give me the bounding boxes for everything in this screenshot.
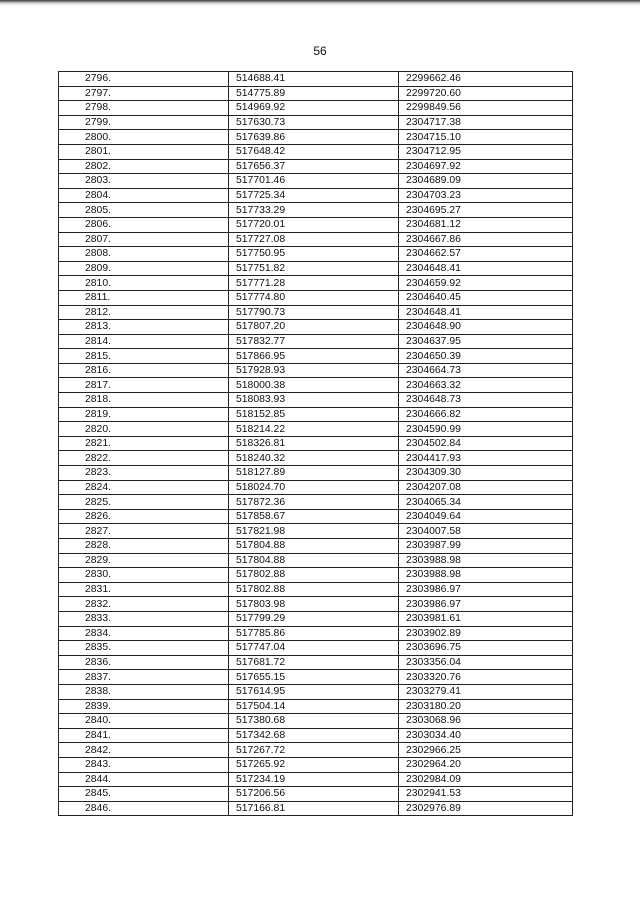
point-number-cell: 2825.: [59, 495, 229, 510]
point-number-cell: 2816.: [59, 363, 229, 378]
y-coordinate-cell: 2304049.64: [399, 509, 573, 524]
x-coordinate-cell: 517701.46: [229, 174, 399, 189]
x-coordinate-cell: 517858.67: [229, 509, 399, 524]
y-coordinate-cell: 2303034.40: [399, 728, 573, 743]
table-row: [59, 757, 573, 772]
table-row: [59, 203, 573, 218]
point-number-cell: 2831.: [59, 582, 229, 597]
y-coordinate-cell: 2304703.23: [399, 188, 573, 203]
y-coordinate-cell: 2304689.09: [399, 174, 573, 189]
point-number-cell: 2822.: [59, 451, 229, 466]
y-coordinate-cell: 2302941.53: [399, 787, 573, 802]
y-coordinate-cell: 2304590.99: [399, 422, 573, 437]
y-coordinate-cell: 2299720.60: [399, 86, 573, 101]
y-coordinate-cell: 2304717.38: [399, 115, 573, 130]
y-coordinate-cell: 2302964.20: [399, 757, 573, 772]
y-coordinate-cell: 2304637.95: [399, 334, 573, 349]
table-row: [59, 378, 573, 393]
x-coordinate-cell: 517821.98: [229, 524, 399, 539]
point-number-cell: 2833.: [59, 611, 229, 626]
y-coordinate-cell: 2304667.86: [399, 232, 573, 247]
x-coordinate-cell: 517206.56: [229, 787, 399, 802]
table-row: [59, 174, 573, 189]
x-coordinate-cell: 517872.36: [229, 495, 399, 510]
point-number-cell: 2814.: [59, 334, 229, 349]
x-coordinate-cell: 517234.19: [229, 772, 399, 787]
table-row: [59, 626, 573, 641]
y-coordinate-cell: 2303902.89: [399, 626, 573, 641]
point-number-cell: 2842.: [59, 743, 229, 758]
x-coordinate-cell: 517750.95: [229, 247, 399, 262]
point-number-cell: 2840.: [59, 714, 229, 729]
y-coordinate-cell: 2304662.57: [399, 247, 573, 262]
y-coordinate-cell: 2304697.92: [399, 159, 573, 174]
y-coordinate-cell: 2303986.97: [399, 582, 573, 597]
x-coordinate-cell: 517733.29: [229, 203, 399, 218]
table-row: [59, 743, 573, 758]
point-number-cell: 2841.: [59, 728, 229, 743]
point-number-cell: 2843.: [59, 757, 229, 772]
point-number-cell: 2801.: [59, 144, 229, 159]
point-number-cell: 2807.: [59, 232, 229, 247]
point-number-cell: 2812.: [59, 305, 229, 320]
point-number-cell: 2809.: [59, 261, 229, 276]
coordinates-table: [58, 71, 573, 816]
x-coordinate-cell: 517799.29: [229, 611, 399, 626]
point-number-cell: 2832.: [59, 597, 229, 612]
table-row: [59, 801, 573, 816]
table-row: [59, 597, 573, 612]
x-coordinate-cell: 514775.89: [229, 86, 399, 101]
table-row: [59, 115, 573, 130]
x-coordinate-cell: 517751.82: [229, 261, 399, 276]
point-number-cell: 2804.: [59, 188, 229, 203]
y-coordinate-cell: 2304648.73: [399, 393, 573, 408]
x-coordinate-cell: 517804.88: [229, 553, 399, 568]
y-coordinate-cell: 2304065.34: [399, 495, 573, 510]
point-number-cell: 2823.: [59, 466, 229, 481]
x-coordinate-cell: 517928.93: [229, 363, 399, 378]
table-row: [59, 188, 573, 203]
table-row: [59, 699, 573, 714]
table-row: [59, 363, 573, 378]
y-coordinate-cell: 2302966.25: [399, 743, 573, 758]
point-number-cell: 2844.: [59, 772, 229, 787]
point-number-cell: 2805.: [59, 203, 229, 218]
point-number-cell: 2845.: [59, 787, 229, 802]
point-number-cell: 2820.: [59, 422, 229, 437]
y-coordinate-cell: 2304007.58: [399, 524, 573, 539]
table-row: [59, 276, 573, 291]
point-number-cell: 2838.: [59, 684, 229, 699]
table-row: [59, 86, 573, 101]
x-coordinate-cell: 517639.86: [229, 130, 399, 145]
x-coordinate-cell: 518127.89: [229, 466, 399, 481]
table-row: [59, 509, 573, 524]
x-coordinate-cell: 517725.34: [229, 188, 399, 203]
point-number-cell: 2837.: [59, 670, 229, 685]
table-row: [59, 787, 573, 802]
y-coordinate-cell: 2302976.89: [399, 801, 573, 816]
x-coordinate-cell: 517655.15: [229, 670, 399, 685]
x-coordinate-cell: 517802.88: [229, 582, 399, 597]
x-coordinate-cell: 517681.72: [229, 655, 399, 670]
x-coordinate-cell: 518214.22: [229, 422, 399, 437]
point-number-cell: 2817.: [59, 378, 229, 393]
point-number-cell: 2846.: [59, 801, 229, 816]
table-row: [59, 684, 573, 699]
table-row: [59, 553, 573, 568]
y-coordinate-cell: 2304207.08: [399, 480, 573, 495]
y-coordinate-cell: 2304659.92: [399, 276, 573, 291]
point-number-cell: 2810.: [59, 276, 229, 291]
table-row: [59, 714, 573, 729]
x-coordinate-cell: 517265.92: [229, 757, 399, 772]
x-coordinate-cell: 517803.98: [229, 597, 399, 612]
y-coordinate-cell: 2303981.61: [399, 611, 573, 626]
x-coordinate-cell: 517630.73: [229, 115, 399, 130]
x-coordinate-cell: 517166.81: [229, 801, 399, 816]
y-coordinate-cell: 2303987.99: [399, 539, 573, 554]
x-coordinate-cell: 517267.72: [229, 743, 399, 758]
table-row: [59, 261, 573, 276]
table-row: [59, 582, 573, 597]
x-coordinate-cell: 517804.88: [229, 539, 399, 554]
point-number-cell: 2815.: [59, 349, 229, 364]
x-coordinate-cell: 514969.92: [229, 101, 399, 116]
point-number-cell: 2808.: [59, 247, 229, 262]
point-number-cell: 2800.: [59, 130, 229, 145]
y-coordinate-cell: 2303986.97: [399, 597, 573, 612]
table-row: [59, 495, 573, 510]
table-row: [59, 232, 573, 247]
y-coordinate-cell: 2304309.30: [399, 466, 573, 481]
scan-edge-shadow: [0, 0, 640, 6]
x-coordinate-cell: 517380.68: [229, 714, 399, 729]
y-coordinate-cell: 2303068.96: [399, 714, 573, 729]
point-number-cell: 2797.: [59, 86, 229, 101]
point-number-cell: 2836.: [59, 655, 229, 670]
y-coordinate-cell: 2302984.09: [399, 772, 573, 787]
point-number-cell: 2834.: [59, 626, 229, 641]
y-coordinate-cell: 2299662.46: [399, 72, 573, 87]
point-number-cell: 2830.: [59, 568, 229, 583]
y-coordinate-cell: 2303180.20: [399, 699, 573, 714]
point-number-cell: 2799.: [59, 115, 229, 130]
table-row: [59, 611, 573, 626]
table-row: [59, 641, 573, 656]
table-row: [59, 524, 573, 539]
table-row: [59, 568, 573, 583]
y-coordinate-cell: 2299849.56: [399, 101, 573, 116]
table-row: [59, 436, 573, 451]
table-row: [59, 772, 573, 787]
table-row: [59, 334, 573, 349]
x-coordinate-cell: 517774.80: [229, 290, 399, 305]
x-coordinate-cell: 518326.81: [229, 436, 399, 451]
table-row: [59, 539, 573, 554]
point-number-cell: 2819.: [59, 407, 229, 422]
x-coordinate-cell: 518083.93: [229, 393, 399, 408]
page-number: 56: [313, 44, 327, 58]
point-number-cell: 2835.: [59, 641, 229, 656]
y-coordinate-cell: 2304663.32: [399, 378, 573, 393]
y-coordinate-cell: 2303988.98: [399, 568, 573, 583]
coordinates-table-body: [59, 72, 573, 816]
y-coordinate-cell: 2304715.10: [399, 130, 573, 145]
x-coordinate-cell: 518000.38: [229, 378, 399, 393]
table-row: [59, 101, 573, 116]
table-row: [59, 670, 573, 685]
point-number-cell: 2802.: [59, 159, 229, 174]
x-coordinate-cell: 517771.28: [229, 276, 399, 291]
x-coordinate-cell: 518024.70: [229, 480, 399, 495]
x-coordinate-cell: 517648.42: [229, 144, 399, 159]
point-number-cell: 2811.: [59, 290, 229, 305]
table-row: [59, 247, 573, 262]
y-coordinate-cell: 2304664.73: [399, 363, 573, 378]
table-row: [59, 159, 573, 174]
table-row: [59, 130, 573, 145]
point-number-cell: 2827.: [59, 524, 229, 539]
point-number-cell: 2826.: [59, 509, 229, 524]
point-number-cell: 2839.: [59, 699, 229, 714]
y-coordinate-cell: 2304640.45: [399, 290, 573, 305]
table-row: [59, 422, 573, 437]
x-coordinate-cell: 517790.73: [229, 305, 399, 320]
y-coordinate-cell: 2304681.12: [399, 217, 573, 232]
x-coordinate-cell: 517720.01: [229, 217, 399, 232]
y-coordinate-cell: 2303356.04: [399, 655, 573, 670]
x-coordinate-cell: 517747.04: [229, 641, 399, 656]
point-number-cell: 2803.: [59, 174, 229, 189]
y-coordinate-cell: 2304666.82: [399, 407, 573, 422]
y-coordinate-cell: 2303320.76: [399, 670, 573, 685]
table-row: [59, 72, 573, 87]
x-coordinate-cell: 517807.20: [229, 320, 399, 335]
y-coordinate-cell: 2304648.41: [399, 261, 573, 276]
point-number-cell: 2813.: [59, 320, 229, 335]
y-coordinate-cell: 2303696.75: [399, 641, 573, 656]
x-coordinate-cell: 517802.88: [229, 568, 399, 583]
table-row: [59, 466, 573, 481]
table-row: [59, 655, 573, 670]
table-row: [59, 480, 573, 495]
y-coordinate-cell: 2303279.41: [399, 684, 573, 699]
y-coordinate-cell: 2304417.93: [399, 451, 573, 466]
y-coordinate-cell: 2304712.95: [399, 144, 573, 159]
point-number-cell: 2806.: [59, 217, 229, 232]
x-coordinate-cell: 517727.08: [229, 232, 399, 247]
x-coordinate-cell: 514688.41: [229, 72, 399, 87]
point-number-cell: 2796.: [59, 72, 229, 87]
table-row: [59, 217, 573, 232]
point-number-cell: 2821.: [59, 436, 229, 451]
point-number-cell: 2828.: [59, 539, 229, 554]
table-row: [59, 451, 573, 466]
table-row: [59, 290, 573, 305]
table-row: [59, 393, 573, 408]
x-coordinate-cell: 517866.95: [229, 349, 399, 364]
y-coordinate-cell: 2304695.27: [399, 203, 573, 218]
table-row: [59, 728, 573, 743]
y-coordinate-cell: 2303988.98: [399, 553, 573, 568]
table-row: [59, 305, 573, 320]
table-row: [59, 407, 573, 422]
x-coordinate-cell: 517342.68: [229, 728, 399, 743]
y-coordinate-cell: 2304650.39: [399, 349, 573, 364]
point-number-cell: 2798.: [59, 101, 229, 116]
table-row: [59, 349, 573, 364]
point-number-cell: 2824.: [59, 480, 229, 495]
x-coordinate-cell: 518152.85: [229, 407, 399, 422]
x-coordinate-cell: 517785.86: [229, 626, 399, 641]
point-number-cell: 2829.: [59, 553, 229, 568]
x-coordinate-cell: 517504.14: [229, 699, 399, 714]
table-row: [59, 320, 573, 335]
y-coordinate-cell: 2304502.84: [399, 436, 573, 451]
table-row: [59, 144, 573, 159]
y-coordinate-cell: 2304648.90: [399, 320, 573, 335]
x-coordinate-cell: 517656.37: [229, 159, 399, 174]
x-coordinate-cell: 517614.95: [229, 684, 399, 699]
y-coordinate-cell: 2304648.41: [399, 305, 573, 320]
point-number-cell: 2818.: [59, 393, 229, 408]
x-coordinate-cell: 517832.77: [229, 334, 399, 349]
x-coordinate-cell: 518240.32: [229, 451, 399, 466]
